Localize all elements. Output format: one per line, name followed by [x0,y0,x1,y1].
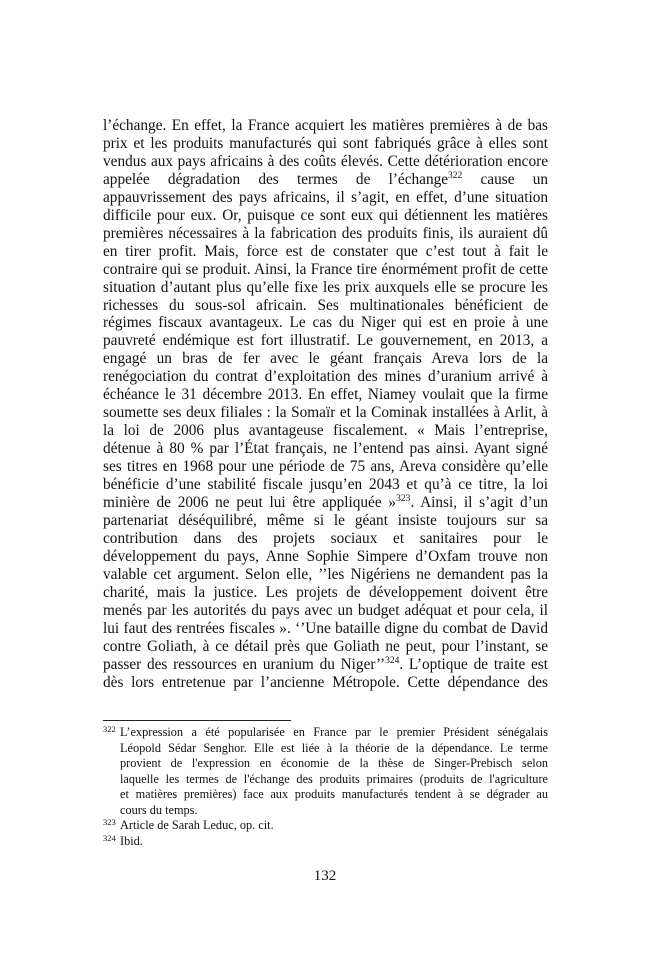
line-text: échéance le 31 décembre 2013. En effet, Niamey voulait que la firme [103,386,548,404]
footnote-line: L’expression a été popularisée en France par le premier Président sénégalais [120,725,548,739]
line-text: prix et les produits manufacturés qui sont fabriqués grâce à elles sont [103,134,548,152]
text-line [103,638,548,656]
footnotes [103,725,548,849]
text-line [103,566,548,584]
line-text: dès lors entretenue par l’ancienne Métropole. Cette dépendance des [103,673,548,691]
line-text: cause un [462,170,548,188]
line-text: l’échange. En effet, la France acquiert les matières premières à de bas [103,117,548,134]
line-text: difficile pour eux. Or, puisque ce sont eux qui détiennent les matières [103,206,548,224]
text-line [103,620,548,638]
line-text: situation d’autant plus qu’elle fixe les prix auxquels elle se procure les [103,278,548,296]
text-line [103,243,548,261]
text-line [103,135,548,153]
line-text: menés par les autorités du pays avec un budget adéquat et pour cela, il [103,601,548,619]
line-text: partenariat déséquilibré, même si le géant insiste toujours sur sa [103,511,548,529]
footnote [103,725,548,818]
text-line [103,225,548,243]
footnote-line: Article de Sarah Leduc, op. cit. [120,818,274,832]
line-text: appelée dégradation des termes de l’échange [103,170,449,188]
text-line [103,530,548,548]
text-line [103,404,548,422]
line-text: vendus aux pays africains à des coûts élevés. Cette détérioration encore [103,152,548,170]
footnote-number: 324 [103,832,116,843]
footnote [103,818,548,834]
line-text: richesses du sous-sol africain. Ses multinationales bénéficient de [103,296,548,314]
line-text: . Ainsi, il s’agit d’un [410,494,548,512]
line-text: passer des ressources en uranium du Niger’’ [103,655,386,673]
footnote-line: Ibid. [120,833,143,848]
page-number: 132 [313,868,337,884]
line-text: contre Goliath, à ce détail près que Goliath ne peut, pour l’instant, se [103,637,548,655]
footnote-number: 323 [103,817,116,827]
footnote-separator [103,720,291,721]
line-text: soumette ses deux filiales : la Somaïr et la Cominak installées à Arlit, à [103,404,548,422]
line-text: appauvrissement des pays africains, il s’agit, en effet, d’une situation [103,188,548,206]
line-text: valable cet argument. Selon elle, ’’les Nigériens ne demandent pas la [103,565,548,583]
text-line [103,656,548,674]
text-line [103,261,548,279]
text-line [103,548,548,566]
footnote-number: 322 [103,724,116,734]
line-text: développement du pays, Anne Sophie Simpere d’Oxfam trouve non [103,547,548,565]
line-text: bénéficie d’une stabilité fiscale jusqu’en 2043 et qu’à ce titre, la loi [103,476,548,494]
text-line [103,171,548,189]
line-text: pauvreté endémique est fort illustratif. Le gouvernement, en 2013, a [103,332,548,350]
line-text: engagé un bras de fer avec le géant français Areva lors de la [103,350,548,368]
text-line [103,674,548,692]
text-line [103,422,548,440]
text-line [103,512,548,530]
text-line [103,494,548,512]
text-line [103,314,548,332]
footnote-line: et matières premières) face aux produits manufacturés tendent à se dégrader au [120,787,548,801]
line-text: détenue à 80 % par l’État français, ne l’entend pas ainsi. Ayant signé [103,440,548,458]
text-line [103,279,548,297]
text-line [103,332,548,350]
footnote-reference[interactable]: 322 [448,170,463,181]
text-line [103,584,548,602]
footnote-line: laquelle les termes de l'échange des produits primaires (produits de l'agriculture [120,771,548,786]
footnote-reference[interactable]: 323 [396,494,411,505]
line-text: contraire qui se produit. Ainsi, la France tire énormément profit de cette [103,260,548,278]
text-line [103,153,548,171]
text-line [103,207,548,225]
line-text: lui faut des rentrées fiscales ». ‘’Une bataille digne du combat de David [103,619,548,637]
text-line [103,350,548,368]
line-text: . L’optique de traite est [399,655,548,673]
text-line [103,368,548,386]
text-line [103,117,548,135]
line-text: premières nécessaires à la fabrication des produits finis, ils auraient dû [103,224,548,242]
text-line [103,189,548,207]
line-text: la loi de 2006 plus avantageuse fiscalement. « Mais l’entreprise, [103,422,548,440]
text-line [103,440,548,458]
footnote-line: Léopold Sédar Senghor. Elle est liée à la théorie de la dépendance. Le terme [120,740,548,755]
text-line [103,297,548,315]
footnote-line: provient de l'expression en économie de la thèse de Singer-Prebisch selon [120,756,548,770]
text-line [103,602,548,620]
text-line [103,458,548,476]
text-line [103,386,548,404]
line-text: minière de 2006 ne peut lui être appliquée » [103,494,397,512]
line-text: charité, mais la justice. Les projets de développement doivent être [103,583,548,601]
footnote [103,834,548,850]
line-text: en tirer profit. Mais, force est de constater que c’est tout à fait le [103,242,548,260]
line-text: renégociation du contrat d’exploitation des mines d’uranium arrivé à [103,368,548,386]
line-text: ses titres en 1968 pour une période de 75 ans, Areva considère qu’elle [103,458,548,476]
footnote-reference[interactable]: 324 [385,655,400,666]
line-text: régimes fiscaux avantageux. Le cas du Niger qui est en proie à une [103,314,548,332]
line-text: contribution dans des projets sociaux et sanitaires pour le [103,529,548,547]
text-line [103,476,548,494]
footnote-line: cours du temps. [120,802,198,817]
body-text [103,117,548,692]
